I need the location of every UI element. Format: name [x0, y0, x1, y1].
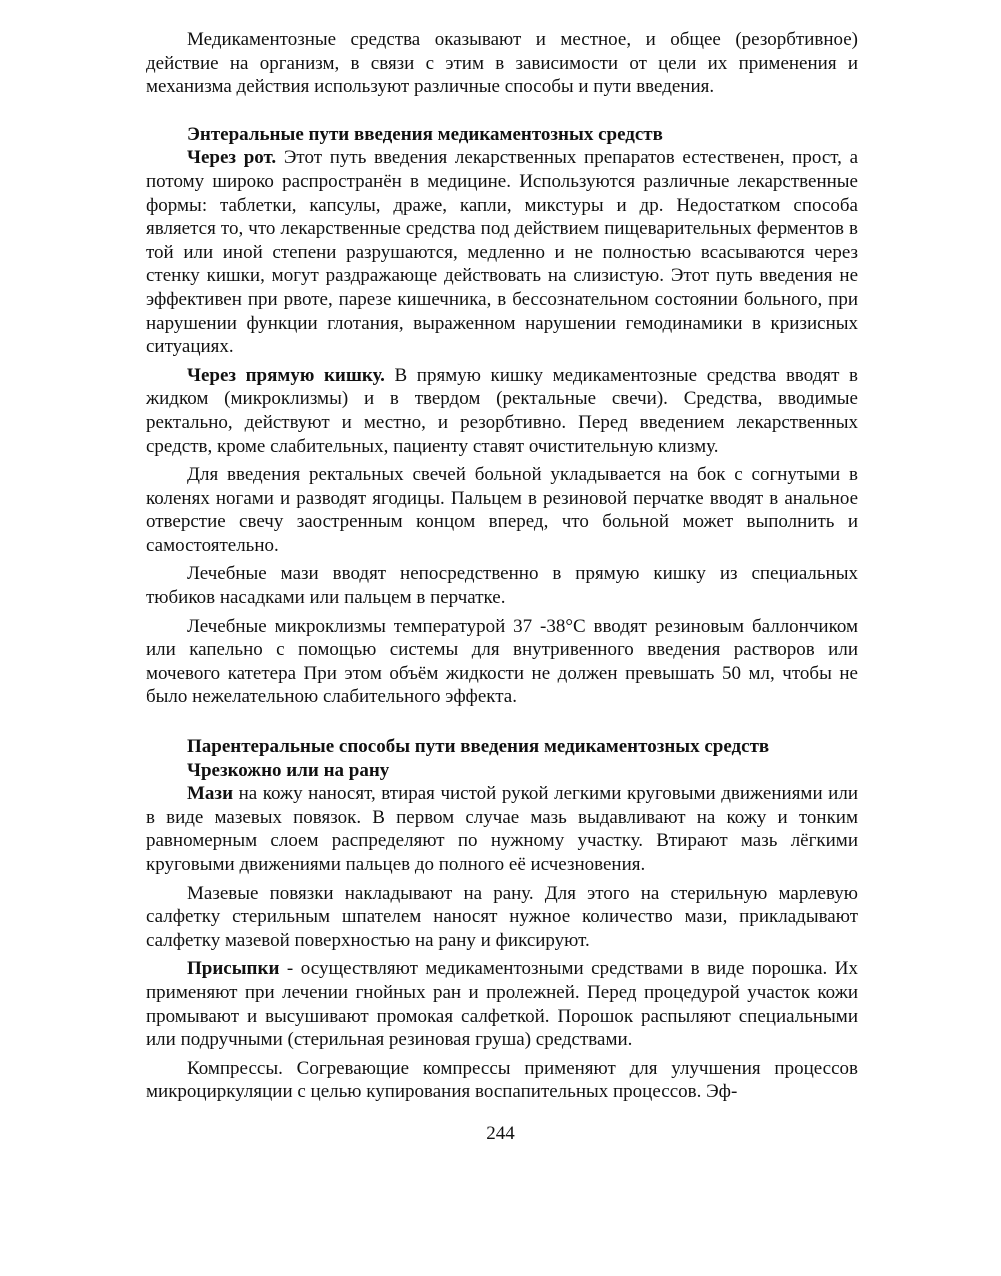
oral-text: Этот путь введения лекарственных препаратов естественен, прост, а потому широко распространён в медицине. Используются различные лекарственные формы: таблетки, капсулы, драже, капли, микстуры и др. Недостатком способа является то, что лекарственные средства под действием пищеварительных ферментов в той или иной степени разрушаются, медленно и не полностью всасываются через стенку кишки, могут раздражающе действовать на слизистую. Этот путь введения не эффективен при рвоте, парезе кишечника, в бессознательном состоянии больного, при нарушении функции глотания, выраженном нарушении гемодинамики в кризисных ситуациях.: [146, 147, 859, 358]
suppository-paragraph: Для введения ректальных свечей больной укладывается на бок с согнутыми в коленях ногами и разводят ягодицы. Пальцем в резиновой перчатке вводят в анальное отверстие свечу заостренным концом вперед, что больной может выполнить и самостоятельно.: [146, 464, 858, 556]
microenema-paragraph: Лечебные микроклизмы температурой 37 -38°С вводят резиновым баллончиком или капельно с помощью системы для внутривенного введения растворов или мочевого катетера При этом объём жидкости не должен превышать 50 мл, чтобы не было нежелательною слабительного эффекта.: [146, 615, 858, 708]
rectal-ointment-paragraph: Лечебные мази вводят непосредственно в прямую кишку из специальных тюбиков насадками или пальцем в перчатке.: [146, 563, 858, 609]
intro-paragraph: Медикаментозные средства оказывают и местное, и общее (резорбтивное) действие на организм, в связи с этим в зависимости от цели их применения и механизма действия используют различные способы и пути введения.: [146, 29, 858, 98]
transdermal-subheading: Чрезкожно или на рану: [187, 759, 390, 781]
parenteral-heading: Парентеральные способы пути введения медикаментозных средств: [187, 736, 770, 758]
skin-ointment-text: на кожу наносят, втирая чистой рукой легкими круговыми движениями или в виде мазевых повязок. В первом случае мазь выдавливают на кожу и тонким равномерным слоем распределяют по нужному участку. Втирают мазь лёгкими круговыми движениями пальцев до полного её исчезновения.: [146, 783, 858, 875]
enteral-heading: Энтеральные пути введения медикаментозных средств: [187, 123, 663, 145]
rectal-text: В прямую кишку медикаментозные средства вводят в жидком (микроклизмы) и в твердом (ректальные свечи). Средства, вводимые ректально, действуют и местно, и резорбтивно. Перед введением лекарственных средств, кроме слабительных, пациенту ставят очистительную клизму.: [146, 364, 859, 457]
rectal-paragraph: [146, 364, 858, 458]
powder-lead: Присыпки: [187, 958, 280, 980]
compresses-paragraph: Компрессы. Согревающие компрессы применяют для улучшения процессов микроциркуляции с целью купирования воспапительных процессов. Эф-: [146, 1057, 858, 1103]
section-spacer: [146, 709, 858, 735]
skin-ointment-paragraph: [146, 782, 858, 876]
rectal-lead: Через прямую кишку.: [187, 364, 385, 386]
powder-paragraph: [146, 957, 858, 1051]
powder-text: - осуществляют медикаментозными средствами в виде порошка. Их применяют при лечении гнойных ран и пролежней. Перед процедурой участок кожи промывают и высушивают промокая салфеткой. Порошок распыляют специальными или подручными (стерильная резиновая груша) средствами.: [146, 958, 858, 1051]
oral-paragraph: [146, 146, 858, 358]
oral-lead: Через рот.: [187, 147, 277, 169]
section-spacer: [146, 99, 858, 123]
page-number: 244: [486, 1123, 515, 1144]
skin-ointment-lead: Мази: [187, 783, 234, 805]
dressings-paragraph: Мазевые повязки накладывают на рану. Для этого на стерильную марлевую салфетку стерильным шпателем наносят нужное количество мази, прикладывают салфетку мазевой поверхностью на рану и фиксируют.: [146, 882, 858, 951]
document-page: [146, 28, 858, 1104]
